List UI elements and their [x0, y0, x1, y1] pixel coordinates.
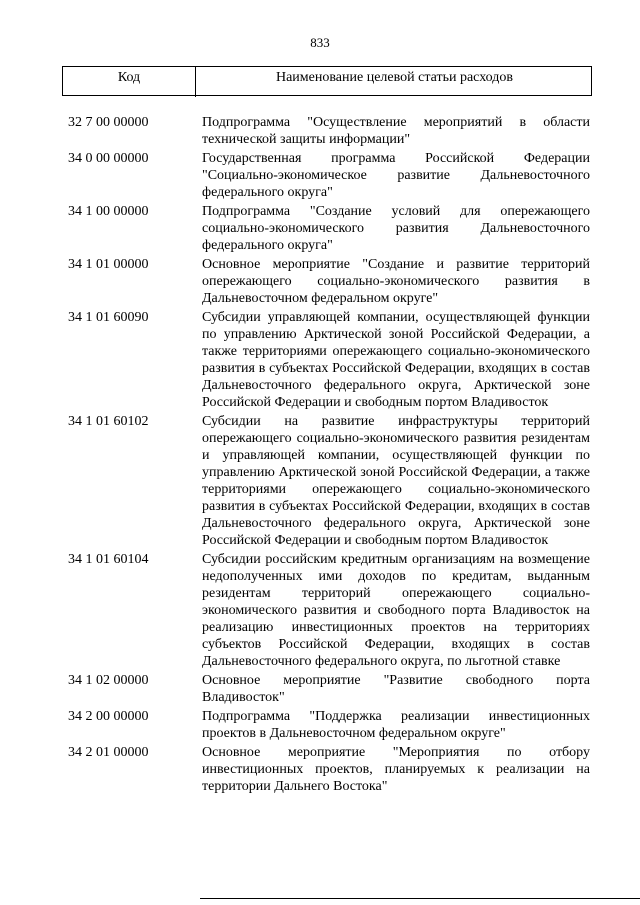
table-row: [62, 203, 592, 254]
row-code: 32 7 00 00000: [68, 115, 149, 130]
row-code: 34 0 00 00000: [68, 151, 149, 166]
row-name: Основное мероприятие "Мероприятия по отбору инвестиционных проектов, планируемых к реализации на территории Дальнего Востока": [202, 745, 590, 794]
table-row: [62, 551, 592, 670]
table-row: [62, 114, 592, 148]
row-name: Подпрограмма "Поддержка реализации инвестиционных проектов в Дальневосточном федеральном округе": [202, 709, 590, 741]
page-number: 833: [310, 35, 330, 50]
row-name: Субсидии российским кредитным организациям на возмещение недополученных ими доходов по кредитам, выданным резидентам территорий опережающего социально-экономического развития и свободного порта Владивосток на реализацию инвестиционных проектов на территориях субъектов Российской Федерации, входящих в состав Дальневосточного федерального округа, по льготной ставке: [202, 552, 590, 669]
row-name: Подпрограмма "Создание условий для опережающего социально-экономического развития Дальневосточного федерального округа": [202, 204, 590, 253]
row-name: Субсидии на развитие инфраструктуры территорий опережающего социально-экономического развития резидентам и управляющей компании, осуществляющей функции по управлению Арктической зоной Российской Федерации, а также территориями опережающего социально-экономического развития в субъектах Российской Федерации, входящих в состав Дальневосточного федерального округа, Арктической зоне Российской Федерации и свободным портом Владивосток: [202, 414, 590, 548]
table-row: [62, 256, 592, 307]
table-row: [62, 672, 592, 706]
table-row: [62, 150, 592, 201]
header-name: Наименование целевой статьи расходов: [275, 70, 514, 85]
expense-table-body: [62, 114, 592, 797]
row-code: 34 1 01 60090: [68, 310, 149, 325]
row-name: Основное мероприятие "Создание и развитие территорий опережающего социально-экономического развития в Дальневосточном федеральном округе": [202, 257, 590, 306]
row-code: 34 2 01 00000: [68, 745, 149, 760]
row-code: 34 1 00 00000: [68, 204, 149, 219]
table-row: [62, 309, 592, 411]
row-code: 34 1 01 00000: [68, 257, 149, 272]
table-row: [62, 708, 592, 742]
row-code: 34 1 01 60104: [68, 552, 149, 567]
row-name: Субсидии управляющей компании, осуществляющей функции по управлению Арктической зоной Российской Федерации, а также территориями опережающего социально-экономического развития в субъектах Российской Федерации, входящих в состав Дальневосточного федерального округа, Арктической зоне Российской Федерации и свободным портом Владивосток: [202, 310, 590, 410]
row-name: Основное мероприятие "Развитие свободного порта Владивосток": [202, 673, 590, 705]
header-code: Код: [117, 70, 141, 85]
row-code: 34 1 01 60102: [68, 414, 149, 429]
table-row: [62, 744, 592, 795]
row-name: Подпрограмма "Осуществление мероприятий в области технической защиты информации": [202, 115, 590, 147]
row-code: 34 1 02 00000: [68, 673, 149, 688]
row-name: Государственная программа Российской Федерации "Социально-экономическое развитие Дальневосточного федерального округа": [202, 151, 590, 200]
row-code: 34 2 00 00000: [68, 709, 149, 724]
table-row: [62, 413, 592, 549]
table-header: [62, 66, 592, 96]
page-bottom-rule: [200, 898, 640, 899]
